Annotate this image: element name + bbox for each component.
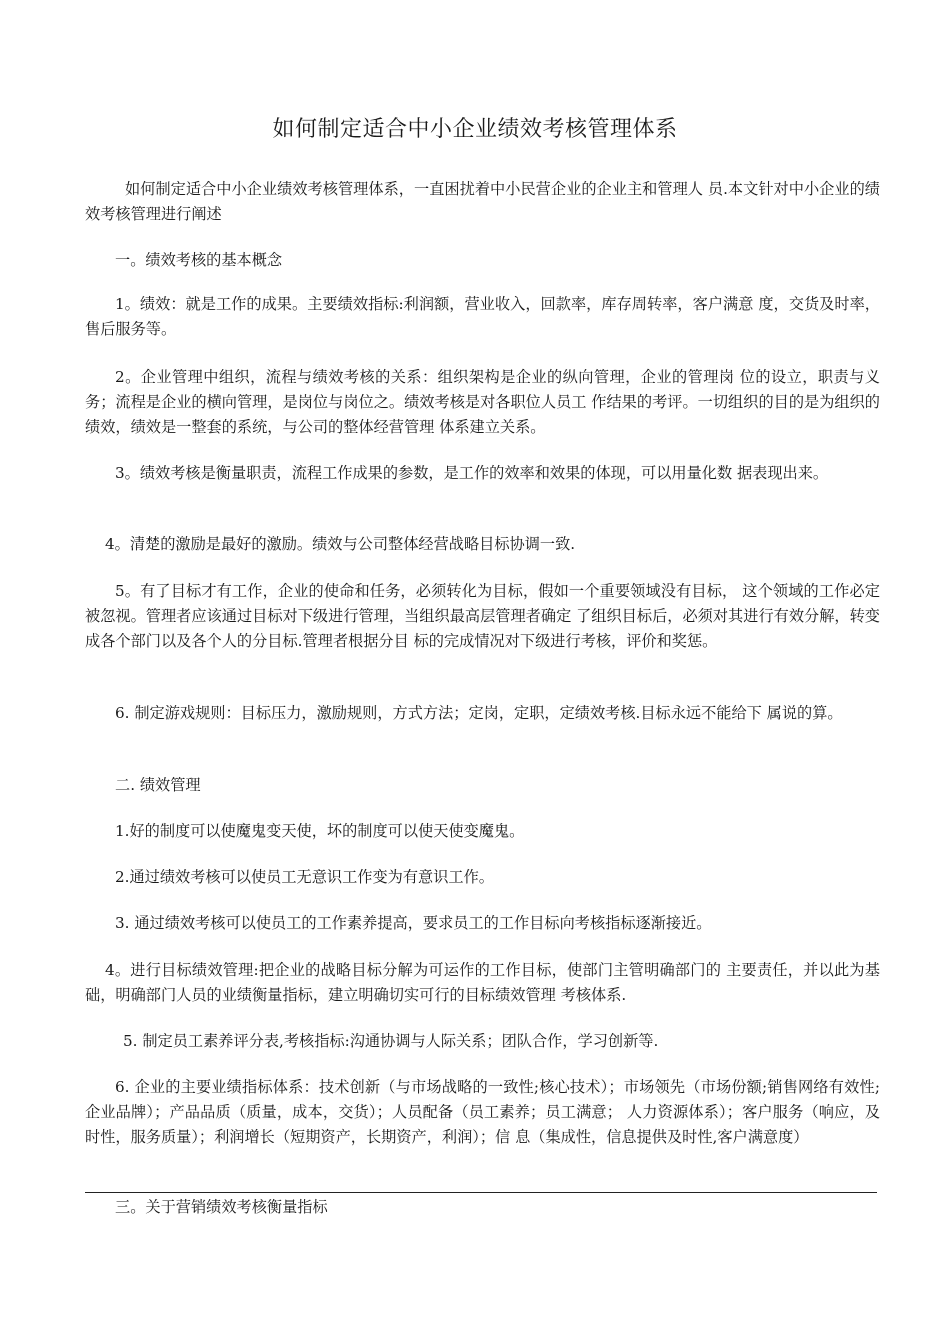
section1-heading: 一。绩效考核的基本概念 xyxy=(115,251,283,269)
section2-item-3: 3. 通过绩效考核可以使员工的工作素养提高，要求员工的工作目标向考核指标逐渐接近。 xyxy=(115,914,712,932)
section1-item-6: 6. 制定游戏规则：目标压力，激励规则，方式方法；定岗，定职，定绩效考核.目标永远不能给下 属说的算。 xyxy=(115,704,843,722)
section1-item-1: 1。绩效：就是工作的成果。主要绩效指标:利润额，营业收入，回款率，库存周转率，客户满意 度，交货及时率，售后服务等。 xyxy=(85,295,880,338)
intro-paragraph: 如何制定适合中小企业绩效考核管理体系，一直困扰着中小民营企业的企业主和管理人 员.本文针对中小企业的绩效考核管理进行阐述 xyxy=(85,180,880,223)
section2-item-2: 2.通过绩效考核可以使员工无意识工作变为有意识工作。 xyxy=(115,868,494,886)
document-title: 如何制定适合中小企业绩效考核管理体系 xyxy=(272,117,678,142)
section3-heading: 三。关于营销绩效考核衡量指标 xyxy=(115,1198,328,1216)
section1-item-3: 3。绩效考核是衡量职责，流程工作成果的参数，是工作的效率和效果的体现，可以用量化数 据表现出来。 xyxy=(115,464,829,482)
section2-item-1: 1.好的制度可以使魔鬼变天使，坏的制度可以使天使变魔鬼。 xyxy=(115,822,525,840)
section2-item-4: 4。进行目标绩效管理:把企业的战略目标分解为可运作的工作目标，使部门主管明确部门的 主要责任，并以此为基础，明确部门人员的业绩衡量指标，建立明确切实可行的目标绩效管理 考核体系. xyxy=(85,961,880,1004)
section1-item-5: 5。有了目标才有工作，企业的使命和任务，必须转化为目标，假如一个重要领域没有目标， 这个领域的工作必定被忽视。管理者应该通过目标对下级进行管理，当组织最高层管理者确定 了组织目标后，必须对其进行有效分解，转变成各个部门以及各个人的分目标.管理者根据分目 标的完成情况对下级进行考核，评价和奖惩。 xyxy=(85,582,880,650)
section1-item-4: 4。清楚的激励是最好的激励。绩效与公司整体经营战略目标协调一致. xyxy=(105,535,576,553)
section2-heading: 二. 绩效管理 xyxy=(115,776,201,794)
section2-item-6: 6. 企业的主要业绩指标体系：技术创新（与市场战略的一致性;核心技术）；市场领先（市场份额;销售网络有效性;企业品牌）；产品品质（质量，成本，交货）；人员配备（员工素养；员工满意； 人力资源体系）；客户服务（响应，及时性，服务质量）；利润增长（短期资产，长期资产，利润）；信 息（集成性，信息提供及时性,客户满意度） xyxy=(85,1078,880,1146)
section2-item-5: 5. 制定员工素养评分表,考核指标:沟通协调与人际关系；团队合作，学习创新等. xyxy=(123,1032,659,1050)
section1-item-2: 2。企业管理中组织，流程与绩效考核的关系：组织架构是企业的纵向管理，企业的管理岗 位的设立，职责与义务；流程是企业的横向管理，是岗位与岗位之。绩效考核是对各职位人员工 作结果的考评。一切组织的目的是为组织的绩效，绩效是一整套的系统，与公司的整体经营管理 体系建立关系。 xyxy=(85,368,880,436)
horizontal-divider xyxy=(85,1192,877,1193)
